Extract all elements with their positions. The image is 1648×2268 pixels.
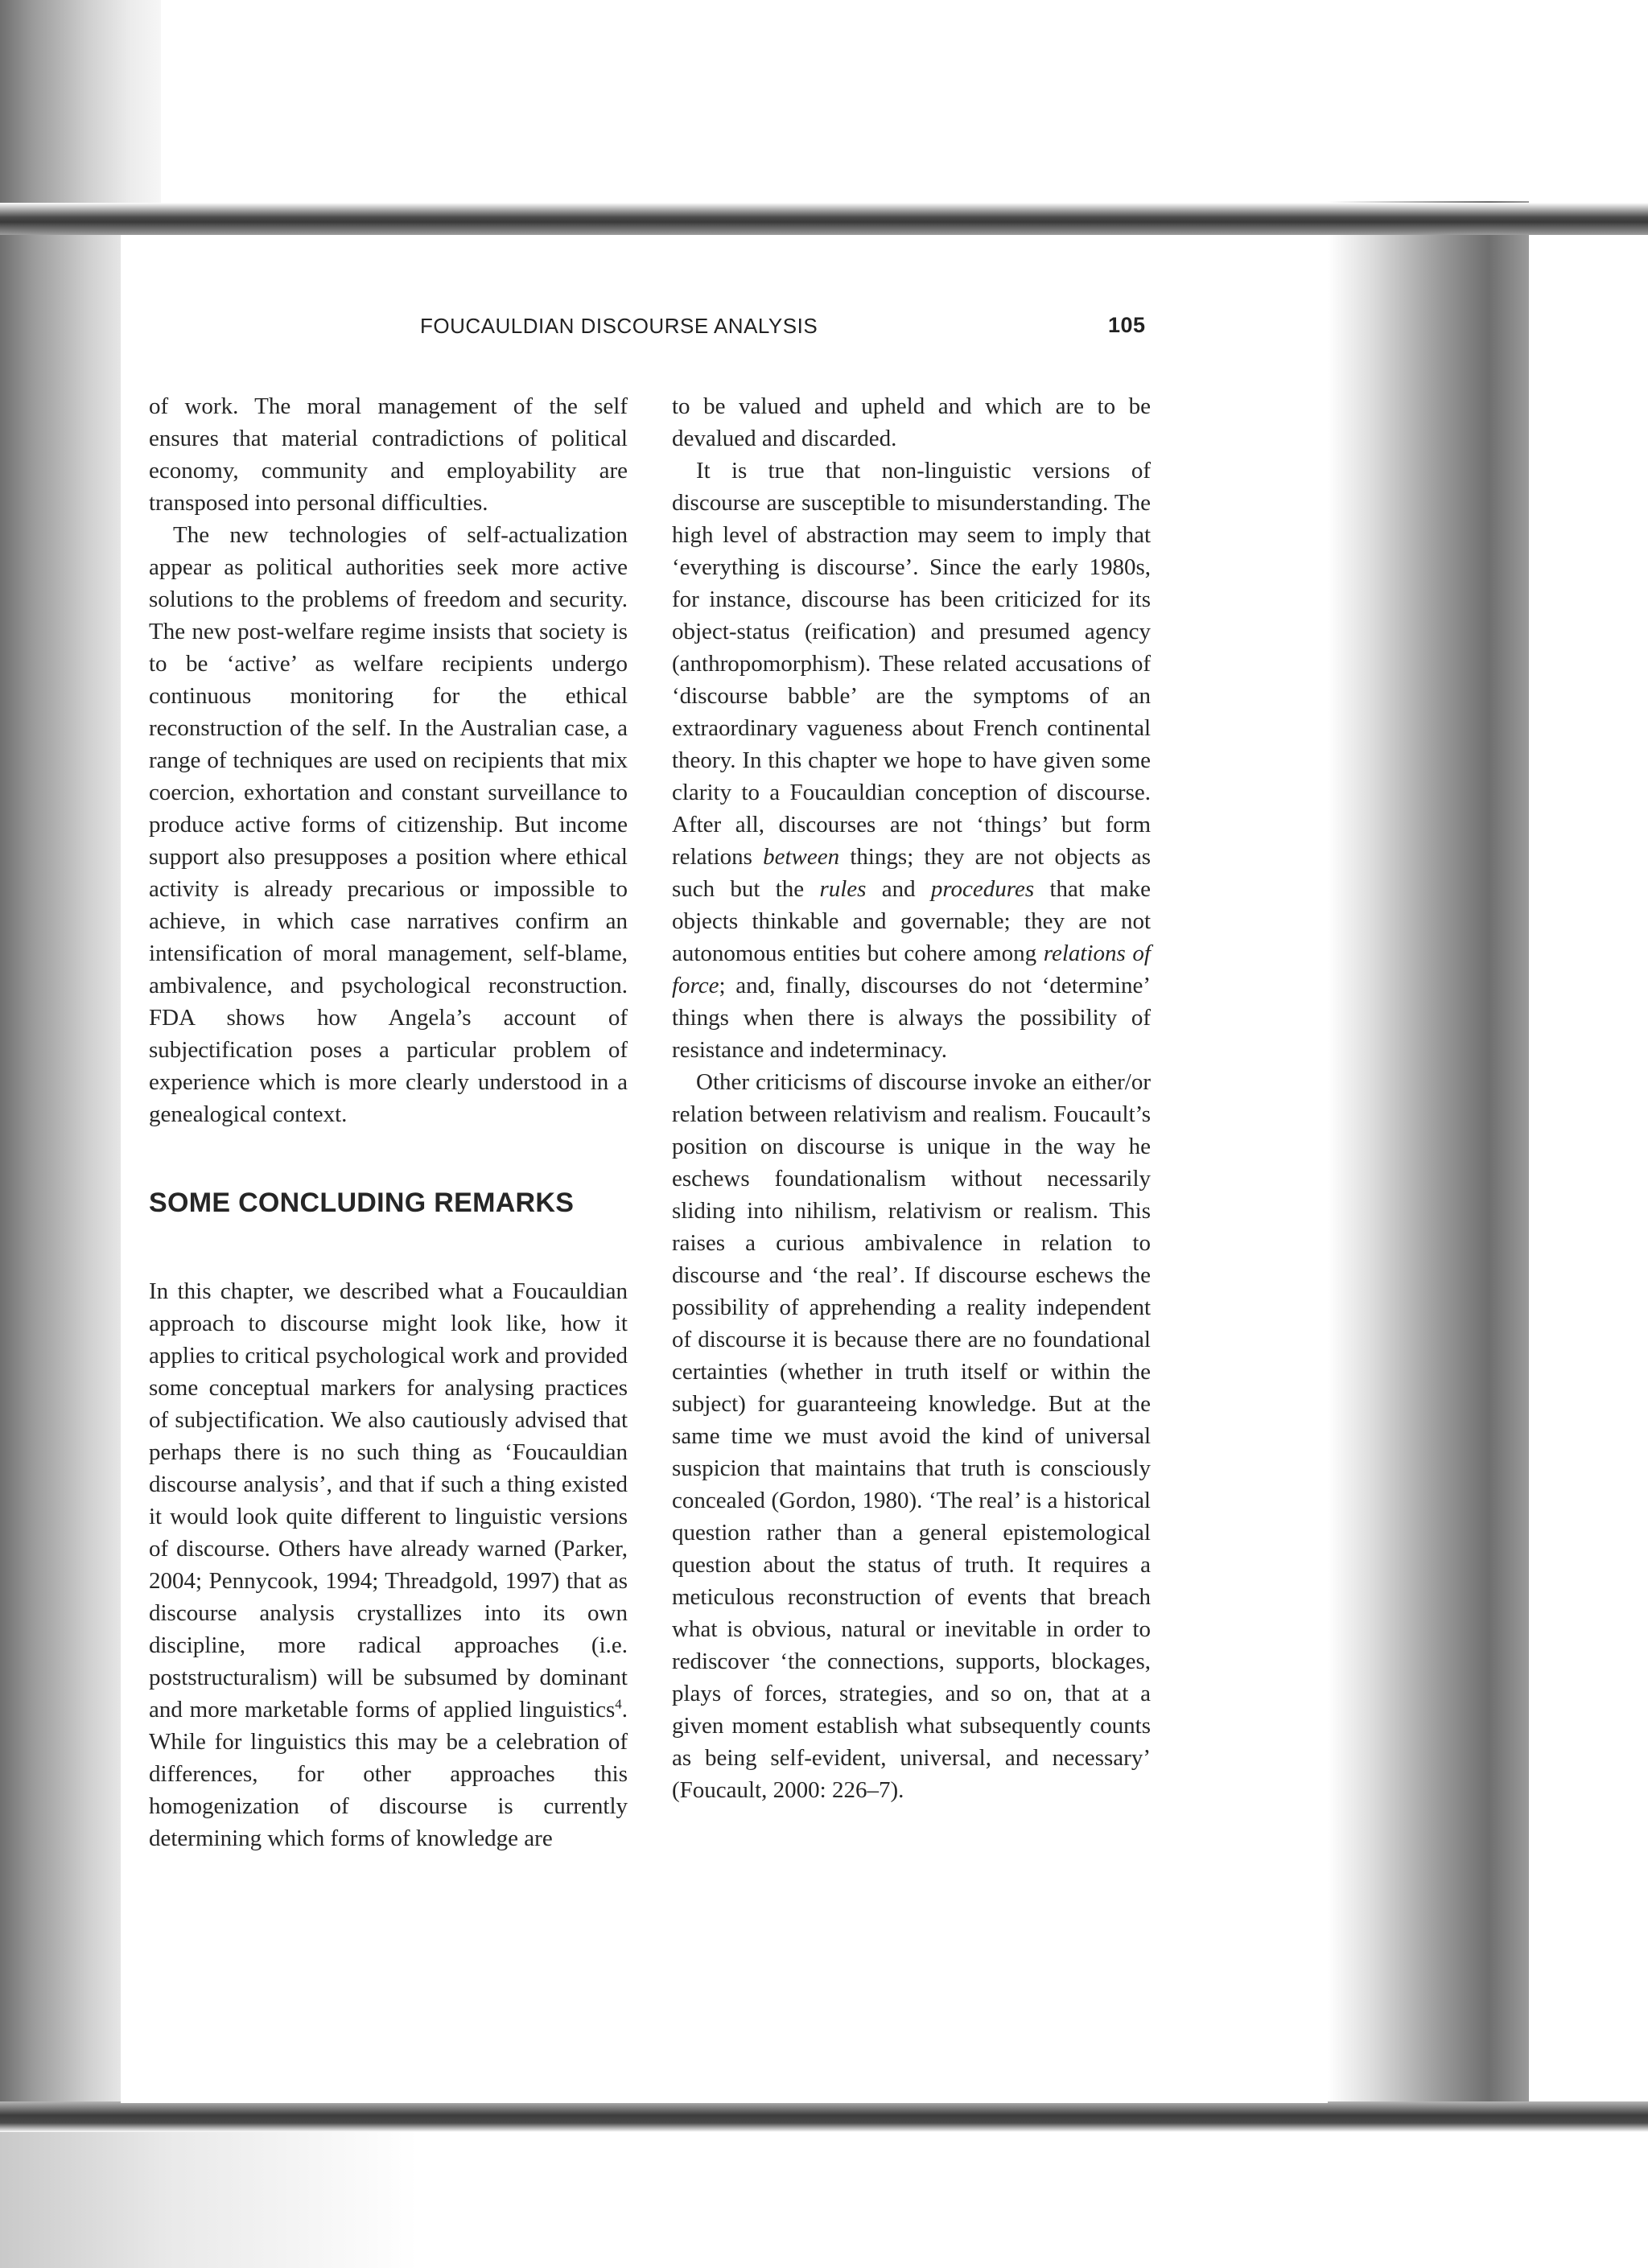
- paragraph-text: that make objects thinkable and governable; they are not autonomous entities but cohere among: [672, 876, 1151, 966]
- paragraph-text: In this chapter, we described what a Foucauldian approach to discourse might look like, how it applies to critical psychological work and provided some conceptual markers for analysing practices of subjectification. We also cautiously advised that perhaps there is no such thing as ‘Foucauldian discourse analysis’, and that if such a thing existed it would look quite different to linguistic versions of discourse. Others have already warned (Parker, 2004; Pennycook, 1994; Threadgold, 1997) that as discourse analysis crystallizes into its own discipline, more radical approaches (i.e. poststructuralism) will be subsumed by dominant and more marketable forms of applied linguistics: [149, 1278, 628, 1723]
- right-column: [672, 390, 1151, 1806]
- section-heading: SOME CONCLUDING REMARKS: [149, 1188, 575, 1218]
- paragraph: [672, 455, 1151, 1066]
- paragraph: The new technologies of self-actualization appear as political authorities seek more active solutions to the problems of freedom and security. The new post-welfare regime insists that society is to be ‘active’ as welfare recipients undergo continuous monitoring for the ethical reconstruction of the self. In the Australian case, a range of techniques are used on recipients that mix coercion, exhortation and constant surveillance to produce active forms of citizenship. But income support also presupposes a position where ethical activity is already precarious or impossible to achieve, in which case narratives confirm an intensification of moral management, self-blame, ambivalence, and psychological reconstruction. FDA shows how Angela’s account of subjectification poses a particular problem of experience which is more clearly understood in a genealogical context.: [149, 522, 628, 1127]
- running-title: FOUCAULDIAN DISCOURSE ANALYSIS: [420, 314, 818, 338]
- emphasis: between: [763, 844, 840, 870]
- emphasis: relations of force: [672, 941, 1151, 998]
- paragraph: [149, 1275, 628, 1854]
- page-number: 105: [1108, 313, 1146, 337]
- emphasis: rules: [819, 876, 867, 902]
- emphasis: procedures: [930, 876, 1035, 902]
- photo-background-right: [1529, 201, 1648, 2132]
- paragraph-text: . While for linguistics this may be a celebration of differences, for other approaches this homogenization of discourse is currently determining which forms of knowledge are: [149, 1697, 628, 1851]
- paragraph-text: things; they are not objects as such but the: [672, 844, 1152, 902]
- book-edge-bottom: [0, 2101, 1648, 2132]
- book-edge-shadow-right: [1328, 201, 1529, 2132]
- paragraph-text: and: [881, 876, 916, 902]
- paragraph: to be valued and upheld and which are to be devalued and discarded.: [672, 393, 1151, 451]
- footnote-marker: 4: [615, 1696, 622, 1712]
- photo-background-bottom-left: [0, 2132, 418, 2268]
- paragraph: Other criticisms of discourse invoke an either/or relation between relativism and realism. Foucault’s position on discourse is unique in the way he eschews foundationalism without necessarily sliding into nihilism, relativism or realism. This raises a curious ambivalence in relation to discourse and ‘the real’. If discourse eschews the possibility of apprehending a reality independent of discourse it is because there are no foundational certainties (whether in truth itself or within the subject) for guaranteeing knowledge. But at the same time we must avoid the kind of universal suspicion that maintains that truth is consciously concealed (Gordon, 1980). ‘The real’ is a historical question rather than a general epistemological question about the status of truth. It requires a meticulous reconstruction of events that breach what is obvious, natural or inevitable in order to rediscover ‘the connections, supports, blockages, plays of forces, strategies, and so on, that at a given moment establish what subsequently counts as being self-evident, universal, and necessary’ (Foucault, 2000: 226–7).: [672, 1069, 1151, 1803]
- paragraph-text: ; and, finally, discourses do not ‘determine’ things when there is always the possibility of resistance and indeterminacy.: [672, 973, 1151, 1063]
- book-edge-top: [0, 203, 1648, 235]
- left-column: [149, 390, 628, 1854]
- paragraph: of work. The moral management of the self ensures that material contradictions of political economy, community and employability are transposed into personal difficulties.: [149, 393, 628, 516]
- paragraph-text: It is true that non-linguistic versions of discourse are susceptible to misunderstanding. The high level of abstraction may seem to imply that ‘everything is discourse’. Since the early 1980s, for instance, discourse has been criticized for its object-status (reification) and presumed agency (anthropomorphism). These related accusations of ‘discourse babble’ are the symptoms of an extraordinary vagueness about French continental theory. In this chapter we hope to have given some clarity to a Foucauldian conception of discourse. After all, discourses are not ‘things’ but form relations: [672, 458, 1151, 870]
- photo-background-top: [0, 0, 1648, 197]
